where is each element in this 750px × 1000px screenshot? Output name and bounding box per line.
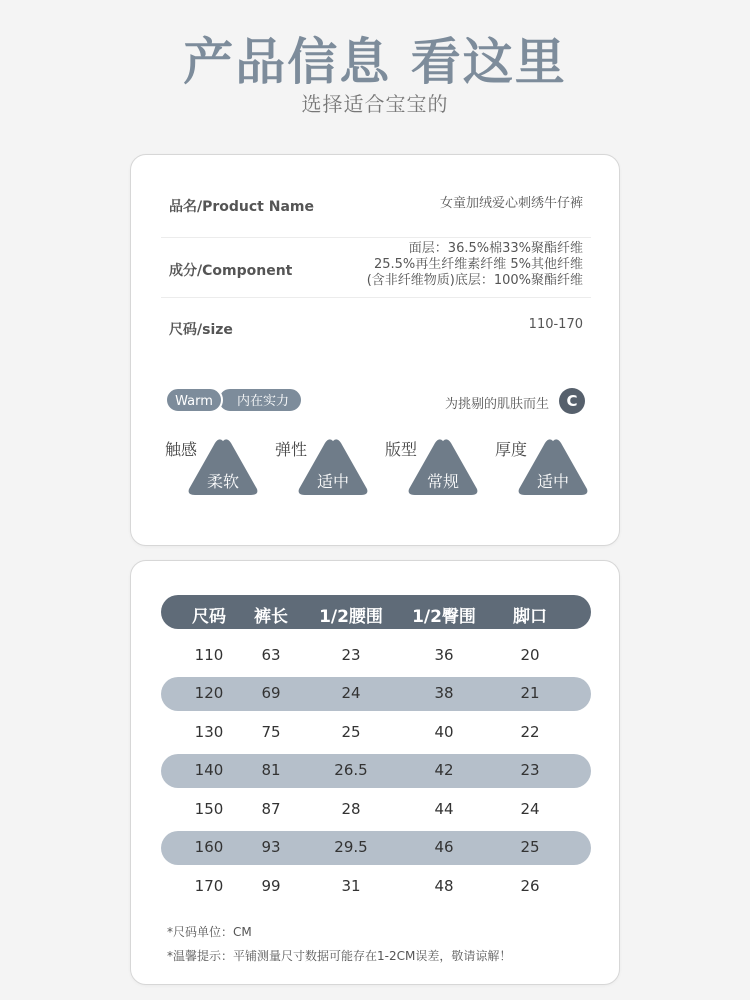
table-cell: 25	[520, 838, 540, 856]
attribute-name: 版型	[385, 440, 418, 459]
attribute-fit	[385, 437, 495, 507]
table-cell: 26	[520, 877, 540, 895]
measurement-tip-note: *温馨提示：平铺测量尺寸数据可能存在1-2CM误差，敬请谅解！	[167, 949, 512, 963]
table-cell: 44	[434, 800, 454, 818]
table-cell: 29.5	[334, 838, 368, 856]
table-cell: 26.5	[334, 761, 368, 779]
info-label: 品名/Product Name	[169, 199, 314, 215]
divider	[161, 297, 591, 298]
slogan: 为挑剔的肌肤而生	[444, 397, 549, 412]
table-cell: 140	[194, 761, 224, 779]
c-badge-icon: C	[559, 388, 585, 414]
info-value-line: (含非纤维物质)底层：100%聚酯纤维	[366, 273, 583, 288]
table-cell: 93	[261, 838, 281, 856]
table-cell: 36	[434, 646, 454, 664]
size-table-card	[130, 560, 620, 985]
table-cell: 130	[194, 723, 224, 741]
info-row-component	[161, 241, 591, 295]
table-cell: 48	[434, 877, 454, 895]
attribute-elasticity	[275, 437, 385, 507]
table-cell: 75	[261, 723, 281, 741]
attribute-thickness	[495, 437, 605, 507]
table-cell: 81	[261, 761, 281, 779]
table-cell: 42	[434, 761, 454, 779]
header	[0, 0, 750, 150]
column-header: 尺码	[192, 607, 226, 627]
table-cell: 110	[194, 646, 224, 664]
table-cell: 21	[520, 684, 540, 702]
attribute-value: 适中	[536, 472, 569, 491]
table-cell: 23	[520, 761, 540, 779]
table-cell: 99	[261, 877, 281, 895]
attribute-value: 适中	[316, 472, 349, 491]
table-cell: 20	[520, 646, 540, 664]
info-row-size	[161, 317, 591, 337]
table-cell: 120	[194, 684, 224, 702]
table-cell: 28	[341, 800, 361, 818]
table-cell: 87	[261, 800, 281, 818]
table-cell: 40	[434, 723, 454, 741]
info-row-product-name	[161, 195, 591, 215]
info-value: 女童加绒爱心刺绣牛仔裤	[439, 196, 583, 211]
column-header: 脚口	[513, 607, 547, 627]
info-label: 成分/Component	[169, 263, 293, 279]
table-cell: 63	[261, 646, 281, 664]
info-value-line: 25.5%再生纤维素纤维 5%其他纤维	[373, 257, 583, 272]
attribute-touch	[165, 437, 275, 507]
table-cell: 170	[194, 877, 224, 895]
table-header	[161, 595, 591, 629]
info-value-line: 面层：36.5%棉33%聚酯纤维	[408, 241, 583, 256]
tag-warm: Warm	[165, 387, 223, 413]
attribute-name: 触感	[165, 440, 198, 459]
divider	[161, 237, 591, 238]
table-cell: 150	[194, 800, 224, 818]
product-info-card	[130, 154, 620, 546]
column-header: 1/2臀围	[412, 607, 476, 627]
size-unit-note: *尺码单位：CM	[167, 925, 252, 939]
table-cell: 22	[520, 723, 540, 741]
column-header: 裤长	[254, 607, 288, 627]
table-cell: 31	[341, 877, 361, 895]
attribute-value: 柔软	[206, 472, 239, 491]
column-header: 1/2腰围	[319, 607, 383, 627]
table-cell: 25	[341, 723, 361, 741]
table-cell: 23	[341, 646, 361, 664]
tag-inner-strength: 内在实力	[217, 387, 303, 413]
table-cell: 24	[341, 684, 361, 702]
info-label: 尺码/size	[169, 322, 233, 338]
attribute-value: 常规	[426, 472, 459, 491]
info-value: 110-170	[528, 317, 583, 332]
attribute-name: 弹性	[275, 440, 308, 459]
page-subtitle: 选择适合宝宝的	[301, 92, 449, 116]
info-value	[367, 241, 583, 289]
attribute-name: 厚度	[495, 440, 528, 459]
table-cell: 38	[434, 684, 454, 702]
table-cell: 69	[261, 684, 281, 702]
table-cell: 160	[194, 838, 224, 856]
table-cell: 46	[434, 838, 454, 856]
table-cell: 24	[520, 800, 540, 818]
page-title: 产品信息 看这里	[183, 33, 567, 91]
